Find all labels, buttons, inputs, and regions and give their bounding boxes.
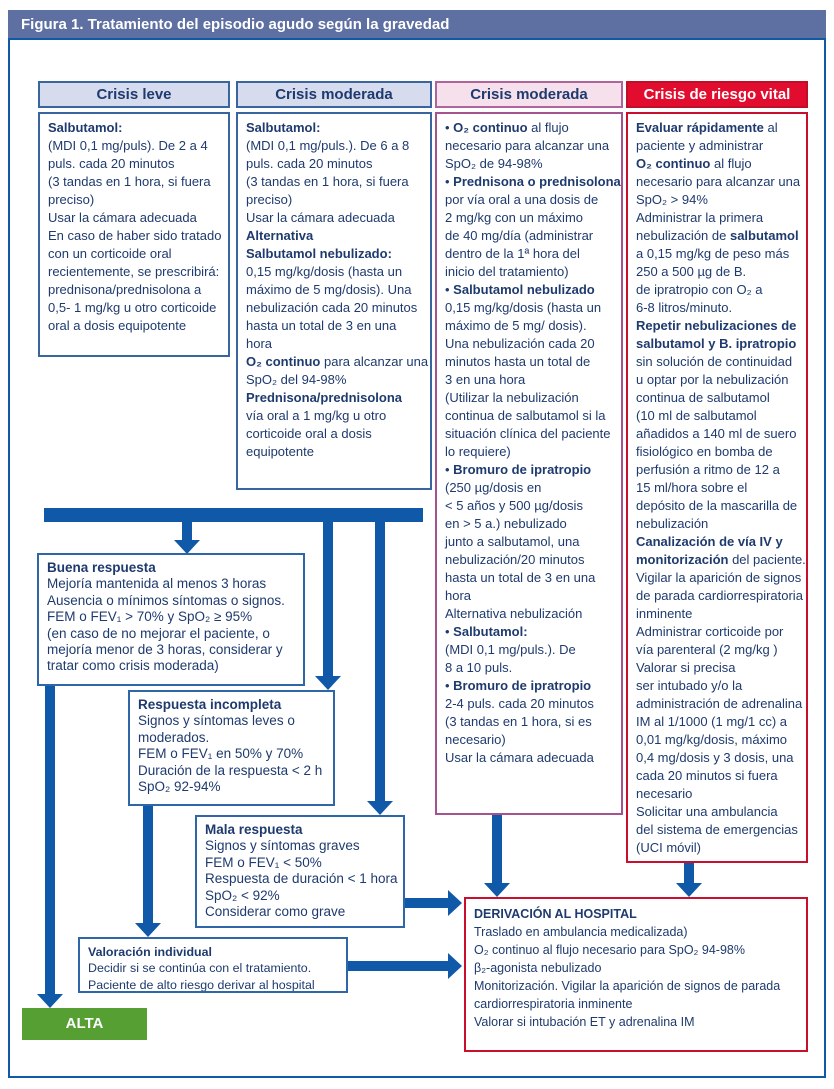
response-box-mala-respuesta: Mala respuesta Signos y síntomas graves FEM o FEV₁ < 50% Respuesta de duración < 1 hora SpO₂ < 92% Considerar como grave: [195, 815, 405, 928]
arrow-valoracion-to-derivacion: [345, 961, 448, 971]
flow-merge-bar: [44, 508, 423, 522]
arrowhead-mala-to-derivacion: [448, 890, 462, 916]
arrowhead-to-respuesta-incompleta: [315, 676, 341, 690]
treatment-box-crisis-moderada-2: • O₂ continuo al flujo necesario para alcanzar una SpO₂ de 94-98% • Prednisona o prednisolona por vía oral a una dosis de 2 mg/kg con un máximo de 40 mg/día (administrar dentro de la 1ª hora del inicio del tratamiento) • Salbutamol nebulizado 0,15 mg/kg/dosis (hasta un máximo de 5 mg/ dosis). Una nebulización cada 20 minutos hasta un total de 3 en una hora (Utilizar la nebulización continua de salbutamol si la situación clínica del paciente lo requiere) • Bromuro de ipratropio (250 µg/dosis en < 5 años y 500 µg/dosis en > 5 a.) nebulizado junto a salbutamol, una nebulización/20 minutos hasta un total de 3 en una hora Alternativa nebulización • Salbutamol: (MDI 0,1 mg/puls.). De 8 a 10 puls. • Bromuro de ipratropio 2-4 puls. cada 20 minutos (3 tandas en 1 hora, si es necesario) Usar la cámara adecuada: [435, 112, 623, 815]
arrowhead-incompleta-to-valoracion: [135, 923, 161, 937]
arrow-incompleta-to-valoracion: [143, 806, 153, 923]
arrowhead-valoracion-to-derivacion: [448, 953, 462, 979]
treatment-box-crisis-riesgo-vital: Evaluar rápidamente al paciente y administrar O₂ continuo al flujo necesario para alcanzar una SpO₂ > 94% Administrar la primera nebulización de salbutamol a 0,15 mg/kg de peso más 250 a 500 µg de B. de ipratropio con O₂ a 6-8 litros/minuto. Repetir nebulizaciones de salbutamol y B. ipratropio sin solución de continuidad u optar por la nebulización continua de salbutamol (10 ml de salbutamol añadidos a 140 ml de suero fisiológico en bomba de perfusión a ritmo de 12 a 15 ml/hora sobre el depósito de la mascarilla de nebulización Canalización de vía IV y monitorización del paciente. Vigilar la aparición de signos de parada cardiorrespiratoria inminente Administrar corticoide por vía parenteral (2 mg/kg ) Valorar si precisa ser intubado y/o la administración de adrenalina IM al 1/1000 (1 mg/1 cc) a 0,01 mg/kg/dosis, máximo 0,4 mg/dosis y 3 dosis, una cada 20 minutos si fuera necesario Solicitar una ambulancia del sistema de emergencias (UCI móvil): [626, 112, 808, 863]
arrowhead-riesgo-vital-to-derivacion: [676, 883, 702, 897]
response-box-valoracion-individual: Valoración individual Decidir si se continúa con el tratamiento. Paciente de alto riesgo derivar al hospital: [78, 937, 348, 993]
figure-title: Figura 1. Tratamiento del episodio agudo según la gravedad: [8, 10, 826, 39]
arrow-riesgo-vital-to-derivacion: [684, 863, 694, 883]
arrow-to-buena-respuesta: [182, 522, 192, 540]
alta-badge: ALTA: [22, 1008, 147, 1040]
treatment-box-crisis-moderada-1: Salbutamol: (MDI 0,1 mg/puls.). De 6 a 8 puls. cada 20 minutos (3 tandas en 1 hora, si fuera preciso) Usar la cámara adecuada Alternativa Salbutamol nebulizado: 0,15 mg/kg/dosis (hasta un máximo de 5 mg/dosis). Una nebulización cada 20 minutos hasta un total de 3 en una hora O₂ continuo para alcanzar una SpO₂ del 94-98% Prednisona/prednisolona vía oral a 1 mg/kg u otro corticoide oral a dosis equipotente: [236, 112, 432, 490]
arrowhead-to-buena-respuesta: [174, 540, 200, 554]
arrowhead-moderada-to-derivacion: [484, 883, 510, 897]
response-box-buena-respuesta: Buena respuesta Mejoría mantenida al menos 3 horas Ausencia o mínimos síntomas o signos. FEM o FEV₁ > 70% y SpO₂ ≥ 95% (en caso de no mejorar el paciente, o mejoría menor de 3 horas, considerar y tratar como crisis moderada): [37, 553, 305, 686]
arrow-buena-to-alta: [45, 686, 55, 994]
response-box-respuesta-incompleta: Respuesta incompleta Signos y síntomas leves o moderados. FEM o FEV₁ en 50% y 70% Duración de la respuesta < 2 h SpO₂ 92-94%: [128, 690, 335, 806]
arrow-mala-to-derivacion: [403, 898, 448, 908]
arrowhead-buena-to-alta: [37, 994, 63, 1008]
arrowhead-to-mala-respuesta: [367, 801, 393, 815]
derivacion-hospital-box: DERIVACIÓN AL HOSPITAL Traslado en ambulancia medicalizada) O₂ continuo al flujo necesario para SpO₂ 94-98% β₂-agonista nebulizado Monitorización. Vigilar la aparición de signos de parada cardiorrespiratoria inminente Valorar si intubación ET y adrenalina IM: [464, 897, 808, 1052]
arrow-moderada-to-derivacion: [492, 815, 502, 883]
column-header-crisis-moderada-1: Crisis moderada: [236, 81, 432, 108]
column-header-crisis-leve: Crisis leve: [38, 81, 230, 108]
arrow-to-mala-respuesta: [375, 522, 385, 801]
treatment-box-crisis-leve: Salbutamol: (MDI 0,1 mg/puls). De 2 a 4 puls. cada 20 minutos (3 tandas en 1 hora, si fuera preciso) Usar la cámara adecuada En caso de haber sido tratado con un corticoide oral recientemente, se prescribirá: prednisona/prednisolona a 0,5- 1 mg/kg u otro corticoide oral a dosis equipotente: [38, 112, 230, 357]
column-header-crisis-riesgo-vital: Crisis de riesgo vital: [626, 81, 808, 108]
arrow-to-respuesta-incompleta: [323, 522, 333, 676]
column-header-crisis-moderada-2: Crisis moderada: [435, 81, 623, 108]
